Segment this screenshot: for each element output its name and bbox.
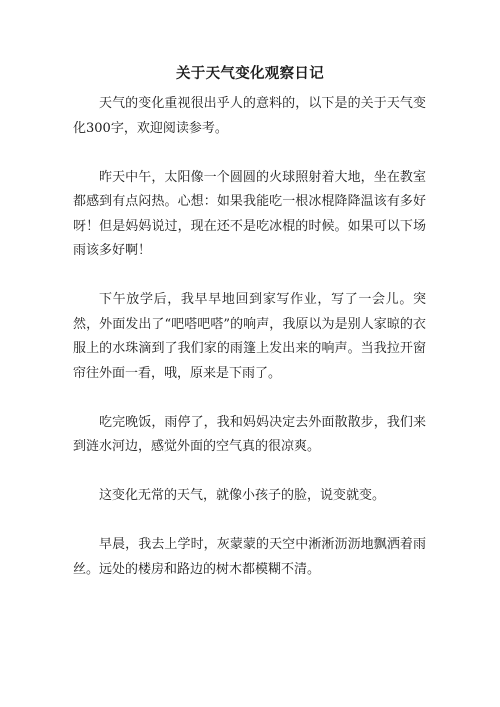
- document-title: 关于天气变化观察日记: [176, 65, 324, 82]
- paragraph-intro: 天气的变化重视很出乎人的意料的，以下是的关于天气变化300字，欢迎阅读参考。: [73, 96, 426, 136]
- paragraph-morning: 早晨，我去上学时，灰蒙蒙的天空中淅淅沥沥地飘洒着雨丝。远处的楼房和路边的树木都模糊不清。: [73, 537, 426, 577]
- paragraph-afternoon: 下午放学后，我早早地回到家写作业，写了一会儿。突然，外面发出了“吧嗒吧嗒”的响声，我原以为是别人家晾的衣服上的水珠滴到了我们家的雨篷上发出来的响声。当我拉开窗帘往外面一看，哦，原来是下雨了。: [73, 292, 426, 381]
- paragraph-noon: 昨天中午，太阳像一个圆圆的火球照射着大地，坐在教室都感到有点闷热。心想：如果我能吃一根冰棍降降温该有多好呀！但是妈妈说过，现在还不是吃冰棍的时候。如果可以下场雨该多好啊！: [73, 169, 426, 258]
- paragraph-summary: 这变化无常的天气，就像小孩子的脸，说变就变。: [99, 488, 386, 503]
- document-body: [73, 92, 426, 582]
- paragraph-evening: 吃完晚饭，雨停了，我和妈妈决定去外面散散步，我们来到涟水河边，感觉外面的空气真的很凉爽。: [73, 414, 426, 454]
